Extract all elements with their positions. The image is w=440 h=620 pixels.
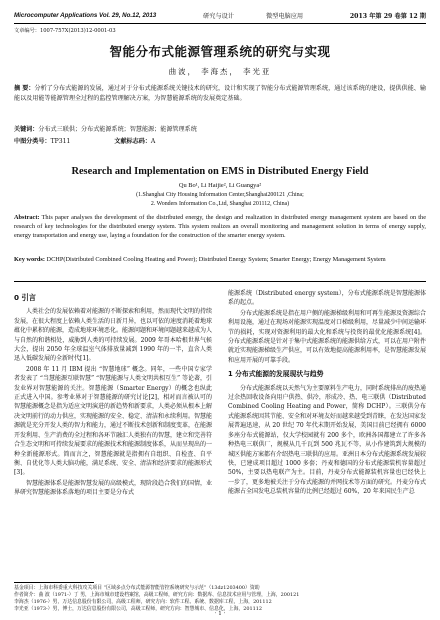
chinese-abstract [14,84,426,103]
clc-label: 中图分类号： [14,138,51,145]
chinese-keywords-text: 分布式三联供；分布式能源系统；智慧能源；能源管理系统 [38,126,197,133]
header-center [203,11,303,20]
article-number: 文章编号：1007-757X(2013)12-0001-03 [14,28,116,34]
chinese-abstract-label: 摘 要： [14,85,35,92]
chinese-keywords [14,125,426,134]
doc-value: A [150,138,156,145]
english-authors: Qu Bo¹, Li Haijie², Li Guangya² [178,182,262,189]
english-affiliation-1: (1.Shanghai City Housing Information Center,Shanghai200121 ,China; [136,192,304,198]
clc-code [14,136,70,145]
classification-row [14,136,426,145]
chinese-title: 智能分布式能源管理系统的研究与实现 [109,44,331,59]
english-abstract-label: Abstract: [14,214,40,221]
body-paragraph: 分布式能源系统是指在用户侧的能源梯级利用和可再生能源及资源综合利用设施，通过在现场对能源实现温度对口梯级利用，尽量减少中间运输环节的损耗，实现对资源利用的最大化和系统与投资的最优化能源系统[4]。分布式能源系统是针对于集中式能源系统的能源供给方式，可以在用户附件就近实现能源梯级生产供应，可以有效地提高能源利用率，是智慧能源发展和应用开展的可靠手段。 [228,309,427,364]
english-abstract-text: This paper analyses the development of the distributed energy, the design and realization in distributed energy management system are based on the research of key technologies for the distributed energy system. This system realizes an overall monitoring and management solution in terms of energy supply, energy transportation and energy use, laying a foundation for the construction of the smarter energy system. [14,214,426,240]
section-label: 研究与设计 [203,12,234,20]
footnote-funding: 基金项目：上海市科委重大科技攻关项目 “区域多点分布式能源智能管控系统研究与示范”（13dz1203400）资助 [14,585,260,591]
chinese-keywords-label: 关键词： [14,126,39,133]
english-keywords-text: DCHP(Distributed Combined Cooling Heating and Power); Distributed Energy System; Smarter Energy; Energy Management System [46,256,386,263]
footnote-author-2: 李海杰（1976-）男，万达信息股份有限公司，高级工程师，研究方向：软件工程、系统、数据库工程，上海，201112 [14,599,272,605]
body-paragraph: 人类社会的发展依赖着对能源的不断探索和利用，然而现代文明的持续发展，在很大程度上依赖人类生活的日新月异，也以可依的速度消耗着地球蕴化中累积的能源，造成地球环境恶化。能源问题和环境问题越来越成为人与自然的和谐相处，威胁到人类的可持续发展。2009 年哥本哈根世界气候大会，提出 2050 年全球温室气体排放量减到 1990 年的一半，直含人类迅入低碳发展的全新时代[1]。 [14,308,213,363]
right-column [228,289,426,498]
page-number: · 1 · [214,611,226,617]
issue-label: 2013 年第 29 卷第 12 期 [349,12,426,20]
english-abstract [14,213,426,241]
running-header [14,8,426,22]
doc-code [114,136,155,145]
english-keywords [14,255,426,264]
body-paragraph: 2008 年 11 月 IBM 提出 “智慧地球” 概念。同年，一些中国专家学者发表了 “当慧能源互联智慧” “智慧能源与人类文明共相互生” 等论著，引发业界对智慧能源的关注。智慧能源（Smarter Energy）的概念也纵此正式进入中国。参考业界对于智慧能源的研究讨论[2]，相对而言被认可的智慧能源概念是指为适应文明演进的新趋势和新要求，人类必须从根本上解决文明前行的动力供应，实现能源的安全、稳定、清洁和永续利用。智慧能源就是充分开发人类的智力和能力，通过不断技术创新和制度变革，在能源开发利用、生产消费的全过程和各环节融汇人类独有的智慧，建立和完善符合生态文明和可持续发展要求的能源技术和能源制度体系，从而呈现出的一种全新能源形式。简而言之，智慧能源就是指拥有自组织、自检查、自平衡、自优化等人类大脑功能，满足系统、安全、清洁和经济要求的能源形式[3]。 [14,365,213,477]
footnote-author-1: 作者简介：曲 波（1971-）丁 男，上海市城市建设档案馆，高级工程师，研究方向：数据库、信息技术应用与管理，上海，200121 [14,592,300,598]
english-title: Research and Implementation on EMS in Distributed Energy Field [71,166,369,177]
section-heading-1: 1 分布式能源的发展现状与趋势 [228,370,324,379]
left-column [14,289,212,499]
chinese-abstract-text: 分析了分布式能源的发展，通过对于分布式能源系统关键技术的研究，设计和实现了智能分布式能源管理系统，通过该系统的建设，提供供能、输能以及用能等能源管理全过程的监控管理解决方案，为智慧能源系统的发展奠定基础。 [14,85,426,102]
footnote [14,585,426,613]
doc-label: 文献标志码： [114,138,151,145]
body-paragraph: 能源系统（Distributed energy system），分布式能源系统是智慧能源体系的起点。 [228,290,426,307]
footnote-author-3: 李光亚（1973-）男，博士，万达信息股份有限公司，高级工程师，研究方向：智慧城市、信息化，上海，201112 [14,606,262,612]
header-rule [14,23,426,24]
body-paragraph: 分布式能源系统以天然气为主要原料生产电力，同时系统排出的废热通过余热回收设备向用户供热、供冷，形成冷、热、电三联供（Distributed Combined Cooling Heating and Power，简称 DCHP）。三联供分布式能源系统因其节能、安全和对环境友好而越来越受到青睐，在发达国家发展普遍迅速，从 20 世纪 70 年代末期开始发展，美国目前已经拥有 6000 多座分布式能源站，仅大学校园就有 200 多个，欧洲各国都建立了许多各种热电三联供厂，规模从几千瓦到 500 兆瓦不等，从小作建筑到大规模的城区供能方案都有介绍热电三联供的应用。亚洲日本分布式能源系统发展较快，已建成项目超过 1000 多套；丹麦和德国的分布式能源装机容量超过 50%，主要以热电联产为主。目前，丹麦分布式能源装机容量也已经快上一步了，更多地被关注于分布式能源的并网技术等方面的研究。丹麦分布式能源占全国发电总装机容量的比例已经超过 60%，20 年来国民生产总 [228,384,427,496]
section-heading-intro: 0 引言 [14,293,36,302]
abstract-rule [14,281,426,282]
english-affiliation-2: 2. Wonders Information Co.,Ltd, Shanghai 201112, China) [150,201,290,207]
journal-name: Microcomputer Applications Vol. 29, No.12, 2013 [14,11,157,19]
footnote-rule [14,582,94,583]
chinese-authors: 曲波， 李海杰， 李光亚 [168,67,272,76]
clc-value: TP311 [50,138,71,145]
english-keywords-label: Key words: [14,256,45,263]
body-paragraph: 智慧能源体系是能源智慧发展的高级模式，现阶段趋合我们的国情，业界研究智慧能源体系落地的项目主要是分布式 [14,479,213,497]
journal-name-cn: 微型电脑应用 [265,12,304,20]
